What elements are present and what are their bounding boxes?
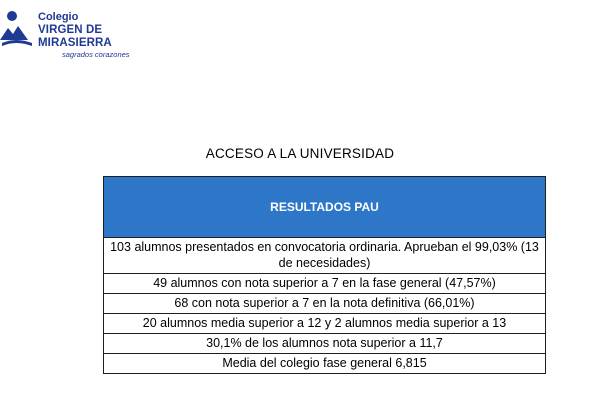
logo-text [38,11,175,59]
table-cell: 49 alumnos con nota superior a 7 en la fase general (47,57%) [104,274,546,294]
table-header: RESULTADOS PAU [104,177,546,238]
table-row [104,238,546,274]
mountain-logo-icon [0,10,34,48]
table-row [104,294,546,314]
logo-line-name: VIRGEN DE MIRASIERRA [38,24,112,49]
table-cell: Media del colegio fase general 6,815 [104,354,546,374]
page-title: ACCESO A LA UNIVERSIDAD [205,146,395,161]
school-logo [0,2,175,59]
table-cell: 103 alumnos presentados en convocatoria ordinaria. Aprueban el 99,03% (13 de necesidades) [104,238,546,274]
table-cell: 68 con nota superior a 7 en la nota definitiva (66,01%) [104,294,546,314]
table-row [104,354,546,374]
table-row [104,314,546,334]
table-cell: 30,1% de los alumnos nota superior a 11,7 [104,334,546,354]
logo-line-colegio: Colegio [38,11,79,23]
table-header-row [104,177,546,238]
table-row [104,334,546,354]
results-table [103,176,546,374]
table-row [104,274,546,294]
logo-line-tagline: sagrados corazones [62,50,130,59]
table-cell: 20 alumnos media superior a 12 y 2 alumnos media superior a 13 [104,314,546,334]
